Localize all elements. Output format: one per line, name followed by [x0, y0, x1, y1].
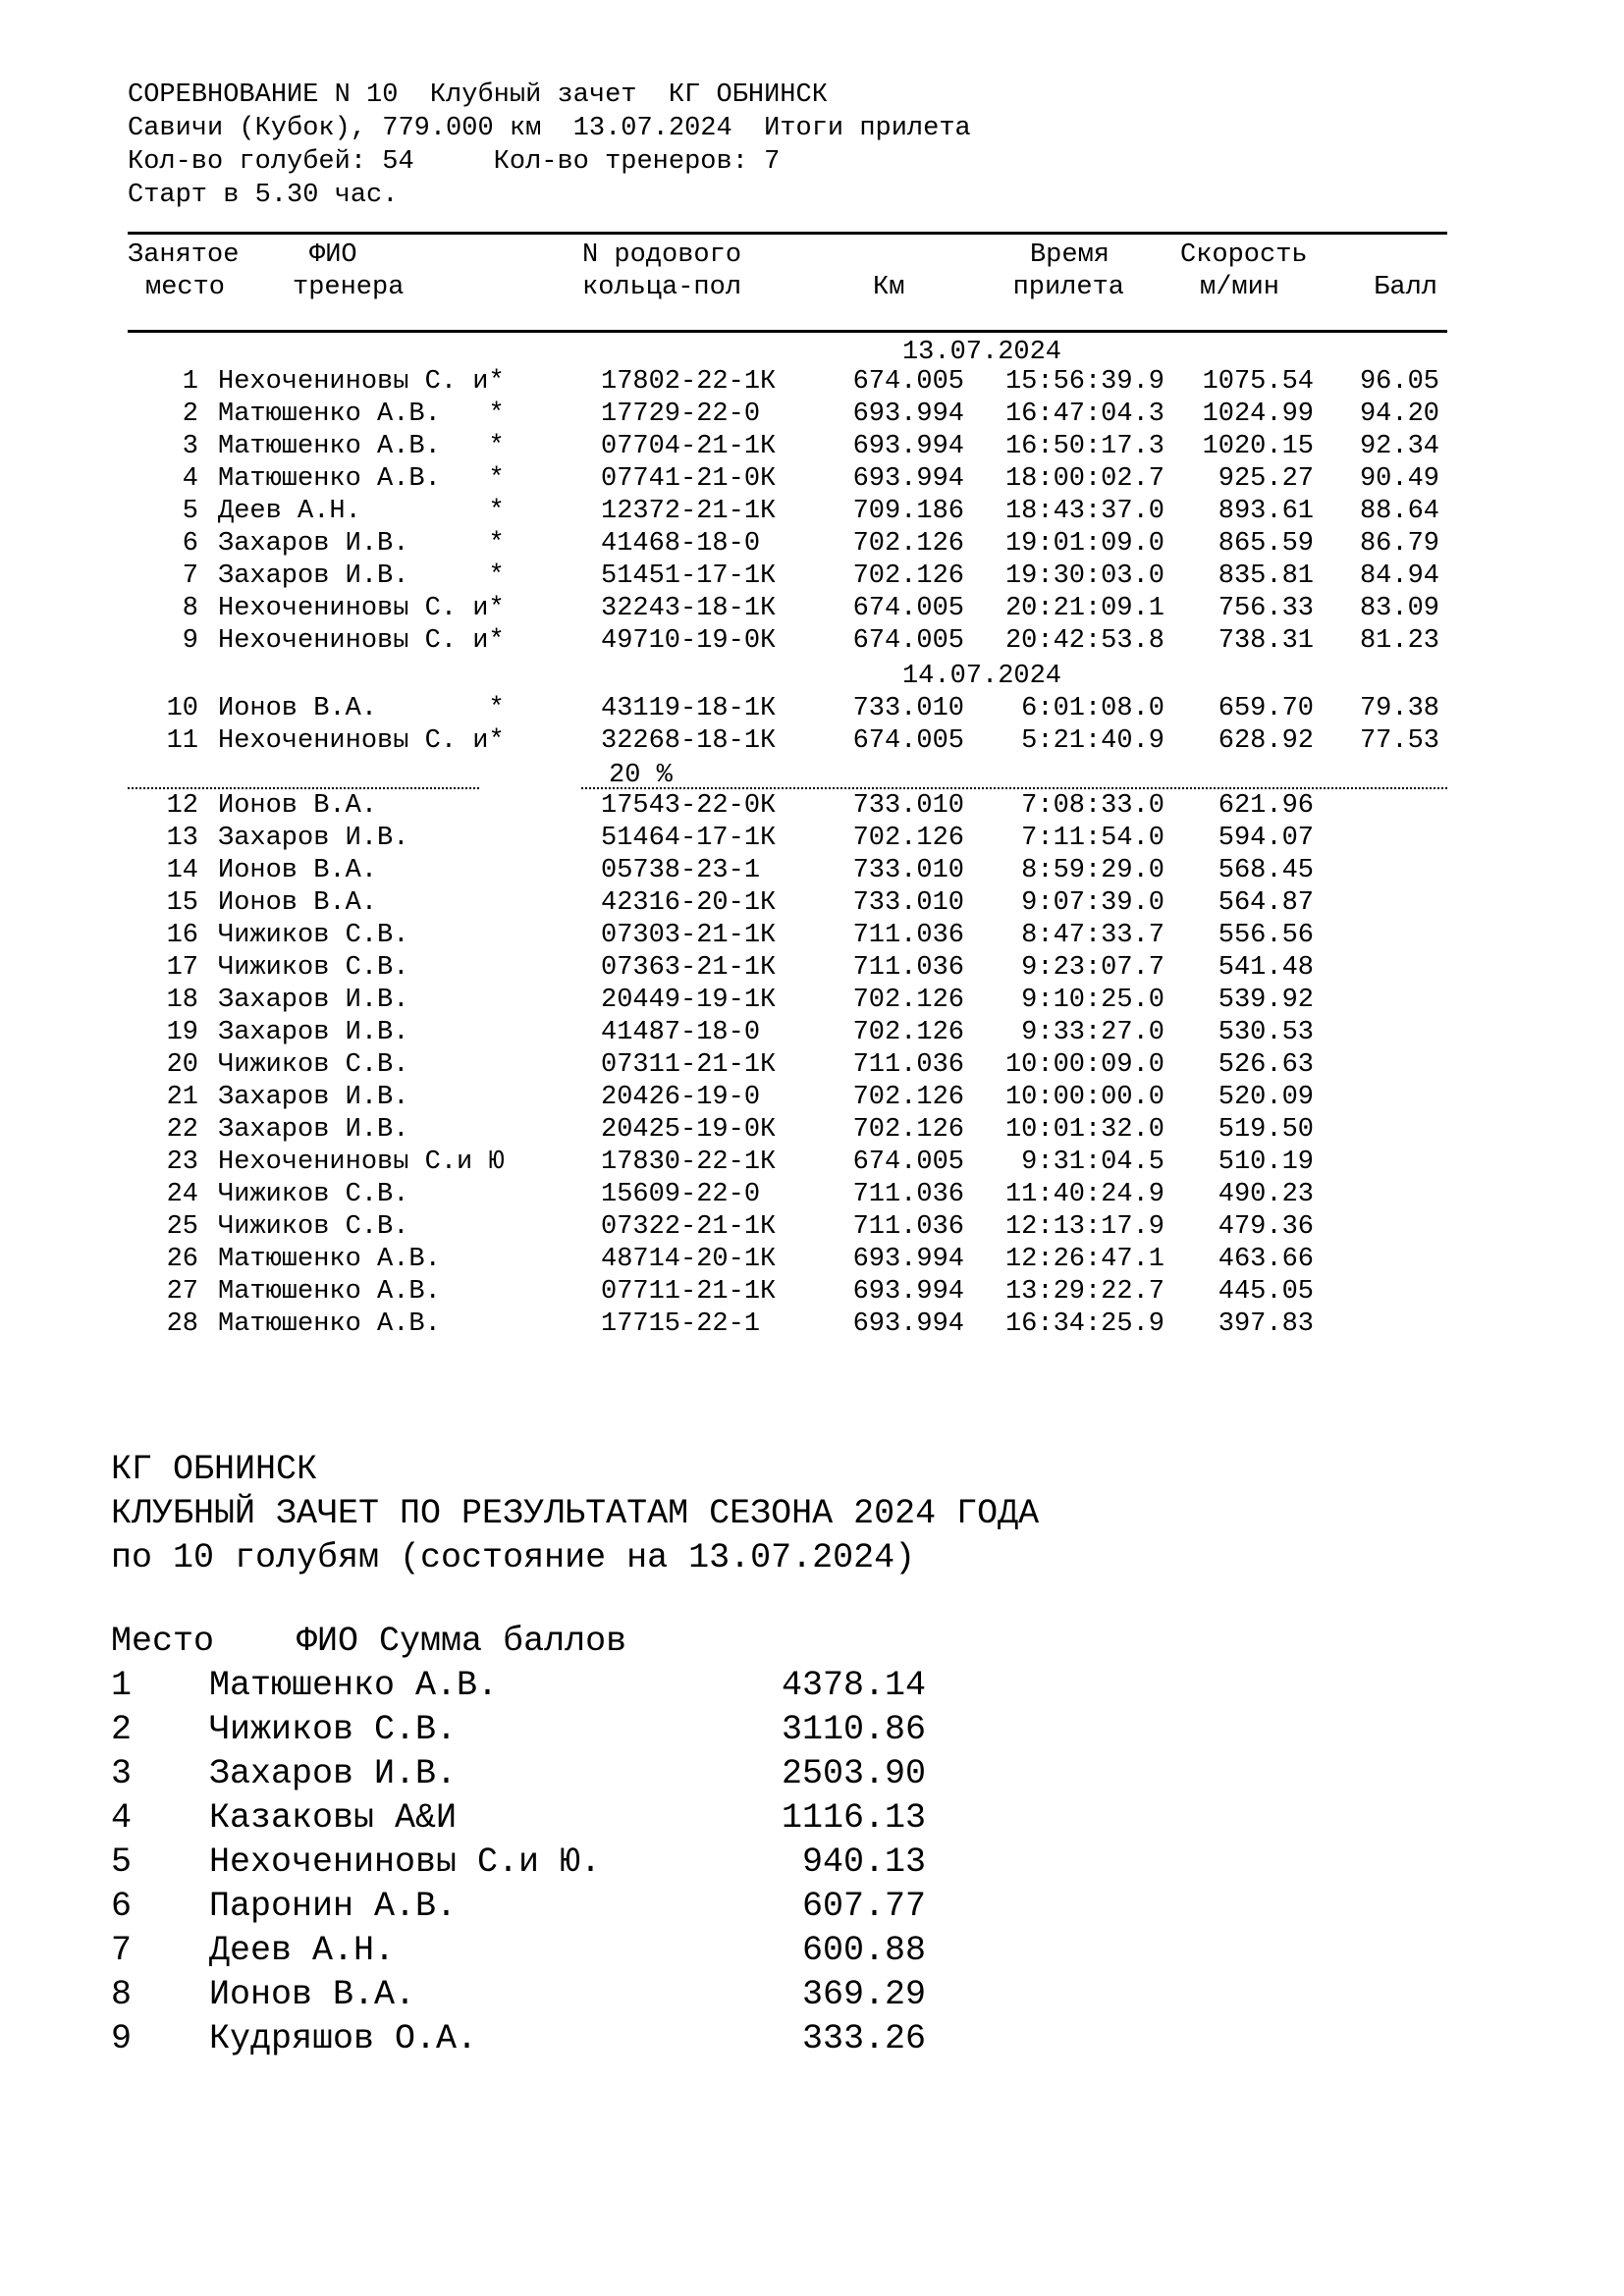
- row-arrival-time: 12:13:17.9: [1004, 1212, 1164, 1242]
- standings-trainer-name: Матюшенко А.В.: [209, 1666, 499, 1705]
- col-header-km: Км: [873, 273, 905, 302]
- race-info: Савичи (Кубок), 779.000 км 13.07.2024 Итоги прилета: [128, 114, 971, 143]
- standings-place: 5: [111, 1842, 133, 1882]
- row-place: 21: [166, 1083, 198, 1112]
- report-header: [128, 79, 971, 212]
- row-trainer-name: Захаров И.В. *: [218, 529, 505, 559]
- col-header-speed-2: м/мин: [1200, 273, 1280, 302]
- row-ring-number: 05738-23-1: [601, 856, 761, 885]
- standings-score: 600.88: [801, 1931, 926, 1970]
- row-trainer-name: Чижиков С.В.: [218, 1180, 409, 1209]
- row-ring-number: 20426-19-0: [601, 1083, 761, 1112]
- row-speed: 925.27: [1218, 464, 1314, 494]
- standings-score: 1116.13: [781, 1798, 926, 1838]
- row-trainer-name: Матюшенко А.В.: [218, 1245, 441, 1274]
- row-distance-km: 693.994: [852, 432, 964, 461]
- row-speed: 520.09: [1218, 1083, 1314, 1112]
- standings-score: 2503.90: [781, 1754, 926, 1793]
- row-ring-number: 20425-19-0К: [601, 1115, 777, 1145]
- row-distance-km: 702.126: [852, 561, 964, 591]
- col-header-ring-1: N родового: [582, 240, 742, 270]
- row-distance-km: 674.005: [852, 1148, 964, 1177]
- row-ring-number: 07711-21-1К: [601, 1277, 777, 1307]
- col-header-score: Балл: [1374, 273, 1437, 302]
- row-speed: 756.33: [1218, 594, 1314, 623]
- row-arrival-time: 19:01:09.0: [1004, 529, 1164, 559]
- standings-score: 369.29: [801, 1975, 926, 2014]
- row-place: 8: [182, 594, 198, 623]
- row-ring-number: 17543-22-0К: [601, 791, 777, 821]
- standings-header: Место ФИО Сумма баллов: [111, 1622, 627, 1661]
- row-distance-km: 674.005: [852, 726, 964, 756]
- standings-trainer-name: Ионов В.А.: [209, 1975, 416, 2014]
- cutoff-dotted-line: [128, 787, 479, 789]
- row-arrival-time: 8:59:29.0: [1021, 856, 1164, 885]
- season-title: КЛУБНЫЙ ЗАЧЕТ ПО РЕЗУЛЬТАТАМ СЕЗОНА 2024 ГОДА: [111, 1494, 1040, 1533]
- row-distance-km: 702.126: [852, 1115, 964, 1145]
- row-trainer-name: Ионов В.А.: [218, 791, 378, 821]
- col-header-ring-2: кольца-пол: [582, 273, 742, 302]
- standings-place: 1: [111, 1666, 133, 1705]
- row-score: 92.34: [1359, 432, 1439, 461]
- row-place: 25: [166, 1212, 198, 1242]
- row-arrival-time: 18:43:37.0: [1004, 497, 1164, 526]
- row-distance-km: 702.126: [852, 1083, 964, 1112]
- row-distance-km: 711.036: [852, 1180, 964, 1209]
- row-score: 83.09: [1359, 594, 1439, 623]
- row-distance-km: 702.126: [852, 824, 964, 853]
- row-distance-km: 711.036: [852, 953, 964, 983]
- col-header-speed-1: Скорость: [1180, 240, 1308, 270]
- season-subtitle: по 10 голубям (состояние на 13.07.2024): [111, 1538, 916, 1577]
- row-trainer-name: Нехочениновы С.и Ю: [218, 1148, 505, 1177]
- row-trainer-name: Нехочениновы С. и*: [218, 626, 505, 656]
- row-score: 77.53: [1359, 726, 1439, 756]
- row-trainer-name: Чижиков С.В.: [218, 1050, 409, 1080]
- standings-place: 8: [111, 1975, 133, 2014]
- row-trainer-name: Чижиков С.В.: [218, 953, 409, 983]
- row-trainer-name: Ионов В.А.: [218, 856, 378, 885]
- row-trainer-name: Чижиков С.В.: [218, 1212, 409, 1242]
- row-speed: 659.70: [1218, 694, 1314, 723]
- row-speed: 621.96: [1218, 791, 1314, 821]
- row-arrival-time: 10:00:00.0: [1004, 1083, 1164, 1112]
- standings-trainer-name: Чижиков С.В.: [209, 1710, 458, 1749]
- row-place: 13: [166, 824, 198, 853]
- row-ring-number: 07704-21-1К: [601, 432, 777, 461]
- row-trainer-name: Деев А.Н. *: [218, 497, 505, 526]
- standings-score: 4378.14: [781, 1666, 926, 1705]
- row-distance-km: 674.005: [852, 594, 964, 623]
- standings-trainer-name: Деев А.Н.: [209, 1931, 396, 1970]
- row-arrival-time: 10:01:32.0: [1004, 1115, 1164, 1145]
- row-speed: 1024.99: [1202, 400, 1314, 429]
- row-arrival-time: 16:34:25.9: [1004, 1309, 1164, 1339]
- row-distance-km: 733.010: [852, 856, 964, 885]
- row-ring-number: 20449-19-1К: [601, 986, 777, 1015]
- row-ring-number: 17802-22-1К: [601, 367, 777, 397]
- row-ring-number: 07322-21-1К: [601, 1212, 777, 1242]
- row-ring-number: 17830-22-1К: [601, 1148, 777, 1177]
- row-score: 79.38: [1359, 694, 1439, 723]
- standings-place: 7: [111, 1931, 133, 1970]
- row-trainer-name: Захаров И.В.: [218, 824, 409, 853]
- row-distance-km: 702.126: [852, 1018, 964, 1047]
- col-header-time-1: Время: [1029, 240, 1110, 270]
- row-place: 6: [182, 529, 198, 559]
- row-trainer-name: Нехочениновы С. и*: [218, 594, 505, 623]
- row-score: 94.20: [1359, 400, 1439, 429]
- row-ring-number: 48714-20-1К: [601, 1245, 777, 1274]
- row-trainer-name: Матюшенко А.В. *: [218, 400, 505, 429]
- row-distance-km: 702.126: [852, 986, 964, 1015]
- row-speed: 463.66: [1218, 1245, 1314, 1274]
- row-place: 5: [182, 497, 198, 526]
- row-speed: 865.59: [1218, 529, 1314, 559]
- col-header-place-1: Занятое: [128, 240, 240, 270]
- row-ring-number: 51464-17-1К: [601, 824, 777, 853]
- row-arrival-time: 12:26:47.1: [1004, 1245, 1164, 1274]
- row-distance-km: 693.994: [852, 464, 964, 494]
- standings-trainer-name: Захаров И.В.: [209, 1754, 458, 1793]
- row-ring-number: 32268-18-1К: [601, 726, 777, 756]
- row-place: 14: [166, 856, 198, 885]
- col-header-fio-1: ФИО: [309, 240, 357, 270]
- row-place: 10: [166, 694, 198, 723]
- row-place: 19: [166, 1018, 198, 1047]
- row-trainer-name: Захаров И.В.: [218, 986, 409, 1015]
- competition-title: СОРЕВНОВАНИЕ N 10 Клубный зачет КГ ОБНИНСК: [128, 80, 828, 110]
- row-trainer-name: Матюшенко А.В. *: [218, 432, 505, 461]
- row-arrival-time: 7:11:54.0: [1021, 824, 1164, 853]
- row-trainer-name: Ионов В.А. *: [218, 694, 505, 723]
- row-ring-number: 12372-21-1К: [601, 497, 777, 526]
- cutoff-label: 20 %: [609, 761, 673, 790]
- row-arrival-time: 11:40:24.9: [1004, 1180, 1164, 1209]
- row-arrival-time: 6:01:08.0: [1021, 694, 1164, 723]
- row-speed: 1075.54: [1202, 367, 1314, 397]
- standings-score: 333.26: [801, 2019, 926, 2058]
- standings-score: 607.77: [801, 1887, 926, 1926]
- row-arrival-time: 16:50:17.3: [1004, 432, 1164, 461]
- row-arrival-time: 16:47:04.3: [1004, 400, 1164, 429]
- row-distance-km: 733.010: [852, 888, 964, 918]
- standings-score: 3110.86: [781, 1710, 926, 1749]
- row-place: 9: [182, 626, 198, 656]
- row-distance-km: 711.036: [852, 1050, 964, 1080]
- club-name: КГ ОБНИНСК: [111, 1450, 318, 1489]
- standings-trainer-name: Кудряшов О.А.: [209, 2019, 478, 2058]
- row-arrival-time: 15:56:39.9: [1004, 367, 1164, 397]
- row-ring-number: 17715-22-1: [601, 1309, 761, 1339]
- row-arrival-time: 9:33:27.0: [1021, 1018, 1164, 1047]
- row-place: 24: [166, 1180, 198, 1209]
- row-trainer-name: Захаров И.В.: [218, 1018, 409, 1047]
- standings-trainer-name: Паронин А.В.: [209, 1887, 458, 1926]
- row-speed: 526.63: [1218, 1050, 1314, 1080]
- row-distance-km: 693.994: [852, 1309, 964, 1339]
- row-distance-km: 674.005: [852, 626, 964, 656]
- row-place: 28: [166, 1309, 198, 1339]
- pigeon-count-info: Кол-во голубей: 54 Кол-во тренеров: 7: [128, 147, 781, 177]
- row-distance-km: 702.126: [852, 529, 964, 559]
- row-speed: 738.31: [1218, 626, 1314, 656]
- row-trainer-name: Нехочениновы С. и*: [218, 726, 505, 756]
- table-header-rule: [128, 330, 1447, 333]
- row-place: 1: [182, 367, 198, 397]
- row-ring-number: 07741-21-0К: [601, 464, 777, 494]
- row-distance-km: 693.994: [852, 1245, 964, 1274]
- row-speed: 530.53: [1218, 1018, 1314, 1047]
- row-score: 90.49: [1359, 464, 1439, 494]
- standings-place: 2: [111, 1710, 133, 1749]
- row-score: 81.23: [1359, 626, 1439, 656]
- row-arrival-time: 20:21:09.1: [1004, 594, 1164, 623]
- row-ring-number: 07363-21-1К: [601, 953, 777, 983]
- row-place: 15: [166, 888, 198, 918]
- row-trainer-name: Матюшенко А.В.: [218, 1277, 441, 1307]
- row-speed: 556.56: [1218, 921, 1314, 950]
- standings-score: 940.13: [801, 1842, 926, 1882]
- row-trainer-name: Матюшенко А.В.: [218, 1309, 441, 1339]
- row-ring-number: 17729-22-0: [601, 400, 761, 429]
- row-trainer-name: Чижиков С.В.: [218, 921, 409, 950]
- start-time-info: Старт в 5.30 час.: [128, 181, 399, 210]
- standings-trainer-name: Нехочениновы С.и Ю.: [209, 1842, 602, 1882]
- row-distance-km: 733.010: [852, 791, 964, 821]
- row-distance-km: 733.010: [852, 694, 964, 723]
- table-top-rule: [128, 232, 1447, 235]
- row-speed: 541.48: [1218, 953, 1314, 983]
- row-place: 16: [166, 921, 198, 950]
- row-ring-number: 32243-18-1К: [601, 594, 777, 623]
- standings-place: 3: [111, 1754, 133, 1793]
- row-speed: 564.87: [1218, 888, 1314, 918]
- row-place: 3: [182, 432, 198, 461]
- row-place: 17: [166, 953, 198, 983]
- row-arrival-time: 5:21:40.9: [1021, 726, 1164, 756]
- row-speed: 594.07: [1218, 824, 1314, 853]
- row-arrival-time: 9:10:25.0: [1021, 986, 1164, 1015]
- row-place: 7: [182, 561, 198, 591]
- row-trainer-name: Ионов В.А.: [218, 888, 378, 918]
- row-ring-number: 41468-18-0: [601, 529, 761, 559]
- row-score: 88.64: [1359, 497, 1439, 526]
- standings-place: 9: [111, 2019, 133, 2058]
- row-arrival-time: 10:00:09.0: [1004, 1050, 1164, 1080]
- row-arrival-time: 9:23:07.7: [1021, 953, 1164, 983]
- row-distance-km: 674.005: [852, 367, 964, 397]
- row-speed: 628.92: [1218, 726, 1314, 756]
- row-trainer-name: Нехочениновы С. и*: [218, 367, 505, 397]
- row-place: 2: [182, 400, 198, 429]
- row-place: 4: [182, 464, 198, 494]
- row-distance-km: 711.036: [852, 1212, 964, 1242]
- row-ring-number: 51451-17-1К: [601, 561, 777, 591]
- row-score: 84.94: [1359, 561, 1439, 591]
- standings-place: 4: [111, 1798, 133, 1838]
- row-arrival-time: 7:08:33.0: [1021, 791, 1164, 821]
- row-speed: 519.50: [1218, 1115, 1314, 1145]
- row-trainer-name: Захаров И.В. *: [218, 561, 505, 591]
- row-distance-km: 693.994: [852, 1277, 964, 1307]
- row-trainer-name: Захаров И.В.: [218, 1115, 409, 1145]
- row-arrival-time: 18:00:02.7: [1004, 464, 1164, 494]
- row-place: 20: [166, 1050, 198, 1080]
- row-place: 12: [166, 791, 198, 821]
- row-arrival-time: 9:07:39.0: [1021, 888, 1164, 918]
- row-arrival-time: 20:42:53.8: [1004, 626, 1164, 656]
- row-arrival-time: 9:31:04.5: [1021, 1148, 1164, 1177]
- row-ring-number: 07311-21-1К: [601, 1050, 777, 1080]
- cutoff-separator: [128, 758, 1447, 790]
- date-label: 13.07.2024: [901, 338, 1062, 367]
- row-ring-number: 49710-19-0К: [601, 626, 777, 656]
- row-speed: 568.45: [1218, 856, 1314, 885]
- cutoff-dotted-line: [581, 787, 1447, 789]
- row-speed: 397.83: [1218, 1309, 1314, 1339]
- row-speed: 490.23: [1218, 1180, 1314, 1209]
- row-distance-km: 693.994: [852, 400, 964, 429]
- row-distance-km: 709.186: [852, 497, 964, 526]
- row-speed: 445.05: [1218, 1277, 1314, 1307]
- row-speed: 1020.15: [1202, 432, 1314, 461]
- row-arrival-time: 13:29:22.7: [1004, 1277, 1164, 1307]
- row-distance-km: 711.036: [852, 921, 964, 950]
- date-label: 14.07.2024: [901, 662, 1062, 691]
- row-place: 18: [166, 986, 198, 1015]
- col-header-place-2: место: [145, 273, 226, 302]
- row-score: 96.05: [1359, 367, 1439, 397]
- row-speed: 893.61: [1218, 497, 1314, 526]
- row-speed: 835.81: [1218, 561, 1314, 591]
- row-ring-number: 41487-18-0: [601, 1018, 761, 1047]
- row-place: 22: [166, 1115, 198, 1145]
- col-header-fio-2: тренера: [293, 273, 405, 302]
- row-ring-number: 43119-18-1К: [601, 694, 777, 723]
- row-speed: 479.36: [1218, 1212, 1314, 1242]
- col-header-time-2: прилета: [1012, 273, 1124, 302]
- row-ring-number: 15609-22-0: [601, 1180, 761, 1209]
- row-speed: 510.19: [1218, 1148, 1314, 1177]
- row-speed: 539.92: [1218, 986, 1314, 1015]
- standings-place: 6: [111, 1887, 133, 1926]
- row-place: 11: [166, 726, 198, 756]
- row-score: 86.79: [1359, 529, 1439, 559]
- season-summary: [111, 1448, 1039, 1580]
- row-place: 27: [166, 1277, 198, 1307]
- row-arrival-time: 8:47:33.7: [1021, 921, 1164, 950]
- row-trainer-name: Захаров И.В.: [218, 1083, 409, 1112]
- row-ring-number: 42316-20-1К: [601, 888, 777, 918]
- row-arrival-time: 19:30:03.0: [1004, 561, 1164, 591]
- standings-trainer-name: Казаковы А&И: [209, 1798, 458, 1838]
- row-ring-number: 07303-21-1К: [601, 921, 777, 950]
- row-place: 26: [166, 1245, 198, 1274]
- row-place: 23: [166, 1148, 198, 1177]
- row-trainer-name: Матюшенко А.В. *: [218, 464, 505, 494]
